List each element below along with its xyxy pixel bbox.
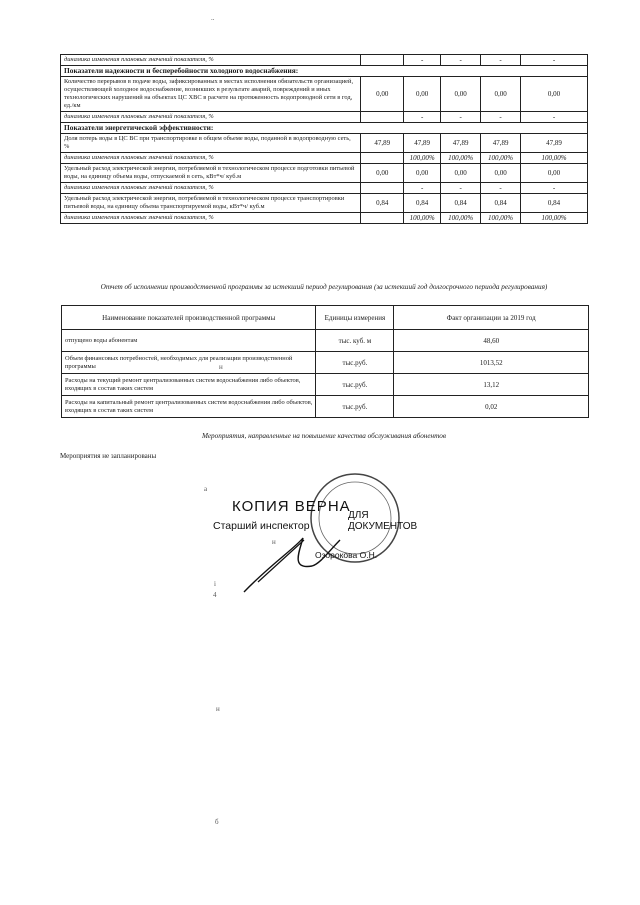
row-label: Показатели надежности и бесперебойности холодного водоснабжения: [61,66,588,77]
indicators-table [60,54,588,224]
row-value: 0,00 [481,164,521,183]
row-value: - [404,55,441,66]
row-value: 0,84 [521,194,588,213]
stamp-line1: КОПИЯ ВЕРНА [232,498,351,515]
row-value: 47,89 [441,134,481,153]
dynamics-row [61,213,588,224]
section-row [61,123,588,134]
row-value: 100,00% [521,153,588,164]
row-value [361,153,404,164]
row-value: 0,00 [361,77,404,112]
row-value: 100,00% [441,213,481,224]
row-label: Показатели энергетической эффективности: [61,123,588,134]
row-label: динамика изменения плановых значений показателя, % [61,153,361,164]
stray-mark-b: н [272,538,276,546]
report-row [62,374,589,396]
row-value: 0,84 [441,194,481,213]
row-value [361,183,404,194]
report-value: 1013,52 [394,352,589,374]
row-value: 0,00 [481,77,521,112]
row-label: Удельный расход электрической энергии, потребляемой в технологическом процессе подготовки питьевой воды, на единицу объема воды, отпускаемой в сеть, кВт*ч/ куб.м [61,164,361,183]
stamp-line2: Старший инспектор [213,520,310,532]
col-header-unit: Единицы измерения [316,306,394,330]
row-value [361,55,404,66]
row-value: - [441,55,481,66]
certification-stamp [200,470,460,600]
row-value: 100,00% [481,153,521,164]
signature [244,538,340,592]
row-value: - [481,112,521,123]
report-value: 48,60 [394,330,589,352]
indicator-row [61,134,588,153]
measures-caption: Мероприятия, направленные на повышение качества обслуживания абонентов [201,432,447,440]
row-value: 0,00 [521,164,588,183]
indicator-row [61,77,588,112]
row-value: - [404,112,441,123]
report-name: Расходы на текущий ремонт централизованных систем водоснабжения либо объектов, входящих в состав таких систем [62,374,316,396]
stray-mark-e: н [216,705,220,713]
row-value: 0,84 [361,194,404,213]
report-value: 0,02 [394,396,589,418]
stamp-for-docs: ДЛЯ ДОКУМЕНТОВ [348,510,418,532]
row-label: динамика изменения плановых значений показателя, % [61,213,361,224]
col-header-name: Наименование показателей производственной программы [62,306,316,330]
row-value: - [521,55,588,66]
row-value: 47,89 [361,134,404,153]
row-value: - [521,112,588,123]
stray-mark-c: i [214,580,216,588]
row-value: 0,84 [481,194,521,213]
row-value: 100,00% [441,153,481,164]
row-value: 0,00 [404,77,441,112]
report-row [62,396,589,418]
row-label: динамика изменения плановых значений показателя, % [61,55,361,66]
report-unit: тыс.руб. [316,374,394,396]
row-value: 100,00% [404,213,441,224]
row-value: 0,00 [441,77,481,112]
report-row [62,330,589,352]
row-value: - [481,55,521,66]
stray-mark-d: 4 [213,591,217,599]
row-label: динамика изменения плановых значений показателя, % [61,112,361,123]
measures-text: Мероприятия не запланированы [60,452,157,460]
row-value: 0,00 [404,164,441,183]
stray-mark-a: a [204,485,208,493]
row-label: Количество перерывов в подаче воды, зафиксированных в местах исполнения обязательств организацией, осуществляющей холодное водоснабжение, возникших в результате аварий, повреждений и иных технологических нарушений на объектах ЦС ХВС в расчете на протяженность водопроводной сети в год, ед./км [61,77,361,112]
row-value: 47,89 [481,134,521,153]
row-value: - [521,183,588,194]
row-value: - [481,183,521,194]
row-value: 0,00 [521,77,588,112]
indicator-row [61,194,588,213]
row-label: динамика изменения плановых значений показателя, % [61,183,361,194]
row-value: 47,89 [521,134,588,153]
row-value [361,213,404,224]
dynamics-row [61,153,588,164]
report-name: Объем финансовых потребностей, необходимых для реализации производственной программы [62,352,316,374]
report-unit: тыс.руб. [316,396,394,418]
stray-mark-f: б [215,818,219,826]
report-row [62,352,589,374]
row-value: 100,00% [481,213,521,224]
report-table [61,305,589,418]
report-name: отпущено воды абонентам [62,330,316,352]
header-mark: н [219,363,223,371]
dynamics-row [61,112,588,123]
report-unit: тыс. куб. м [316,330,394,352]
row-value: 0,84 [404,194,441,213]
dynamics-row [61,183,588,194]
row-label: Удельный расход электрической энергии, потребляемой в технологическом процессе транспортировки питьевой воды, на единицу объема транспортируемой воды, кВт*ч/ куб.м [61,194,361,213]
row-value: 47,89 [404,134,441,153]
report-value: 13,12 [394,374,589,396]
stamp-graphic [200,470,460,600]
stamp-name: Озорокова О.Н. [315,550,378,560]
row-value: - [404,183,441,194]
section-row [61,66,588,77]
row-value: - [441,183,481,194]
row-value [361,112,404,123]
row-value: 100,00% [404,153,441,164]
dynamics-row [61,55,588,66]
row-label: Доля потерь воды в ЦС ВС при транспортировке в общем объеме воды, поданной в водопроводную сеть, % [61,134,361,153]
row-value: 100,00% [521,213,588,224]
report-name: Расходы на капитальный ремонт централизованных систем водоснабжения либо объектов, входящих в состав таких систем [62,396,316,418]
indicator-row [61,164,588,183]
row-value: - [441,112,481,123]
row-value: 0,00 [361,164,404,183]
report-unit: тыс.руб. [316,352,394,374]
report-caption: Отчет об исполнении производственной программы за истекший период регулирования (за истекший год долгосрочного периода регулирования) [100,283,548,291]
row-value: 0,00 [441,164,481,183]
top-mark: .. [211,14,215,22]
col-header-fact: Факт организации за 2019 год [394,306,589,330]
